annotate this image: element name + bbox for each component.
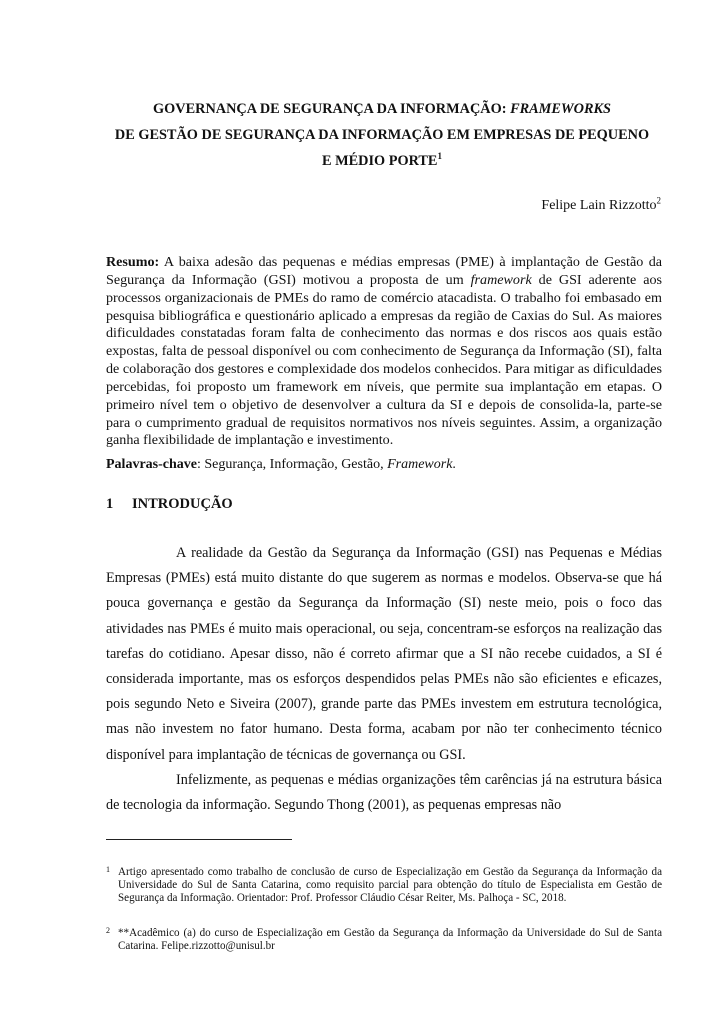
abstract-text-part-1: A baixa adesão das pequenas e médias empresas (PME) à implantação de Gestão da Segurança da Informação (GSI) motivou a proposta de um <box>106 254 662 288</box>
title-footnote-ref[interactable]: 1 <box>437 151 442 162</box>
author-footnote-ref[interactable]: 2 <box>656 195 661 206</box>
paper-title <box>96 96 668 174</box>
keywords <box>106 457 456 473</box>
title-line-1 <box>96 96 668 122</box>
abstract <box>106 254 662 450</box>
keywords-label: Palavras-chave <box>106 457 197 472</box>
footnote-1-mark: 1 <box>106 865 110 874</box>
keywords-end: . <box>452 457 456 472</box>
section-title: INTRODUÇÃO <box>132 496 233 512</box>
footnote-2-mark: 2 <box>106 926 110 935</box>
keywords-italic-framework: Framework <box>387 457 453 472</box>
body-paragraph-2: Infelizmente, as pequenas e médias organizações têm carências já na estrutura básica de tecnologia da informação. Segundo Thong (2001), as pequenas empresas não <box>106 771 662 814</box>
body-paragraph-1: A realidade da Gestão da Segurança da Informação (GSI) nas Pequenas e Médias Empresas (PMEs) está muito distante do que sugerem as normas e modelos. Observa-se que há pouca governança e gestão da Segurança da Informação (SI) neste meio, pois o foco das atividades nas PMEs é muito mais operacional, ou seja, concentram-se esforços na realização das tarefas do cotidiano. Apesar disso, não é correto afirmar que a SI não recebe cuidados, a SI é considerada importante, mas os esforços despendidos pelas PMEs não são eficientes e eficazes, pois segundo Neto e Siveira (2007), grande parte das PMEs investem em estrutura tecnológica, mas não investem no fator humano. Desta forma, acabam por não ter conhecimento técnico disponível para implantação de técnicas de governança ou GSI. <box>106 545 662 763</box>
footnote-1-text: Artigo apresentado como trabalho de conclusão de curso de Especialização em Gestão da Segurança da Informação da Universidade do Sul de Santa Catarina, como requisito parcial para obtenção do título de Especialista em Gestão de Segurança da Informação. Orientador: Prof. Professor Cláudio César Reiter, Ms. Palhoça - SC, 2018. <box>118 866 662 904</box>
title-line-2: DE GESTÃO DE SEGURANÇA DA INFORMAÇÃO EM EMPRESAS DE PEQUENO <box>114 127 650 143</box>
title-line-1-text: GOVERNANÇA DE SEGURANÇA DA INFORMAÇÃO: <box>153 101 511 117</box>
title-line-3-text: E MÉDIO PORTE <box>322 153 438 169</box>
abstract-label: Resumo: <box>106 254 160 270</box>
footnote-2-text: **Acadêmico (a) do curso de Especialização em Gestão da Segurança da Informação da Universidade do Sul de Santa Catarina. Felipe.rizzotto@unisul.br <box>118 927 662 952</box>
abstract-text-part-2: de GSI aderente aos processos organizacionais de PMEs do ramo de comércio atacadista. O trabalho foi embasado em pesquisa bibliográfica e questionário aplicado a empresas da região de Caxias do Sul. As maiores dificuldades constatadas foram falta de conhecimento das normas e dos riscos aos quais estão expostas, falta de pessoal disponível ou com conhecimento de Segurança da Informação (SI), falta de colaboração dos gestores e complexidade dos modelos conhecidos. Para mitigar as dificuldades percebidas, foi proposto um framework em níveis, que permite sua implantação em etapas. O primeiro nível tem o objetivo de desenvolver a cultura da SI e depois de consolida-la, parte-se para o cumprimento gradual de requisitos normativos nos níveis seguintes. Assim, a organização ganha flexibilidade de implantação e investimento. <box>106 271 662 449</box>
title-italic-frameworks: FRAMEWORKS <box>510 101 611 117</box>
abstract-italic-framework: framework <box>470 271 532 288</box>
section-number: 1 <box>106 496 114 512</box>
keywords-text: : Segurança, Informação, Gestão, <box>196 457 388 472</box>
section-heading <box>106 496 233 513</box>
author-name: Felipe Lain Rizzotto <box>541 198 657 213</box>
title-line-3 <box>96 148 668 174</box>
author-line <box>541 195 661 214</box>
body-text <box>106 541 662 818</box>
footnote-separator <box>106 839 292 840</box>
footnote-1 <box>106 866 662 905</box>
footnote-2 <box>106 927 662 953</box>
